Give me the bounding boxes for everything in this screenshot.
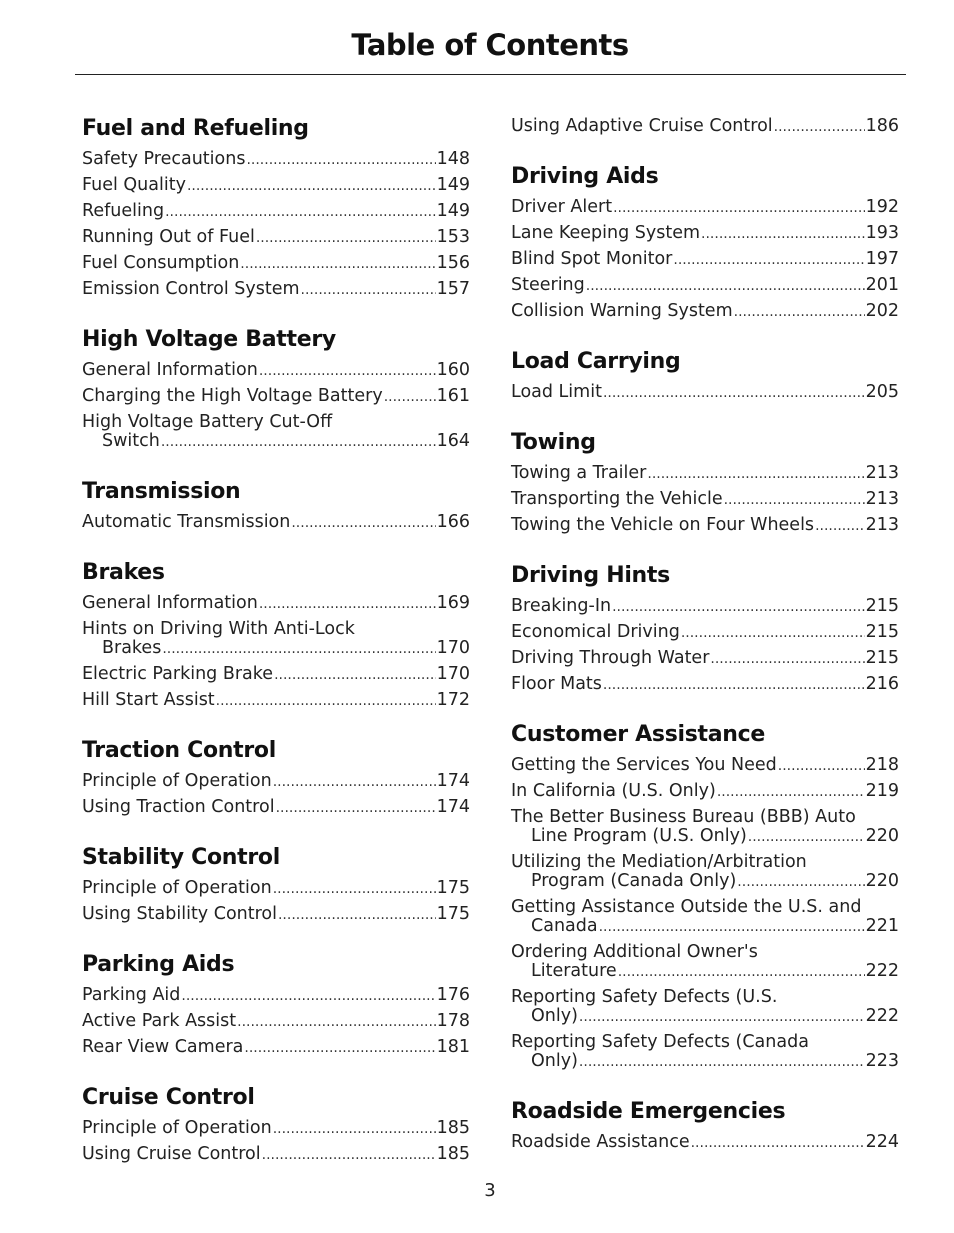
section-heading: Driving Aids (511, 164, 659, 189)
entry-title: The Better Business Bureau (BBB) Auto (511, 807, 856, 827)
dot-leader (734, 302, 865, 322)
toc-section (511, 426, 899, 538)
dot-leader (301, 280, 436, 300)
toc-entry[interactable] (511, 246, 899, 272)
entry-page-number: 175 (436, 904, 470, 924)
dot-leader (647, 464, 864, 484)
entry-page-number: 172 (436, 690, 470, 710)
entry-page-number: 181 (436, 1037, 470, 1057)
dot-leader (276, 798, 436, 818)
entry-title-continued (511, 1052, 899, 1074)
dot-leader (216, 691, 436, 711)
dot-leader (701, 224, 865, 244)
dot-leader (673, 250, 864, 270)
entry-title: Transporting the Vehicle (511, 489, 723, 509)
entry-title-line2: Program (Canada Only) (531, 871, 737, 891)
entry-page-number: 166 (436, 512, 470, 532)
entry-title: Safety Precautions (82, 149, 246, 169)
entry-title: Running Out of Fuel (82, 227, 255, 247)
toc-entry[interactable] (82, 409, 470, 454)
entry-page-number: 170 (436, 638, 470, 658)
toc-entry[interactable] (82, 250, 470, 276)
entry-title: General Information (82, 593, 258, 613)
entry-title-continued (511, 917, 899, 939)
entry-page-number: 153 (436, 227, 470, 247)
entry-page-number: 202 (865, 301, 899, 321)
entry-page-number: 192 (865, 197, 899, 217)
toc-section (82, 948, 470, 1060)
page-title: Table of Contents (351, 28, 629, 62)
entry-page-number: 169 (436, 593, 470, 613)
toc-entry[interactable] (82, 146, 470, 172)
entry-title: Towing a Trailer (511, 463, 647, 483)
dot-leader (603, 675, 865, 695)
section-gap (82, 927, 470, 948)
entry-title: Principle of Operation (82, 771, 272, 791)
toc-section (511, 160, 899, 324)
entry-title-continued (82, 639, 470, 661)
dot-leader (187, 176, 436, 196)
toc-entry[interactable] (511, 671, 899, 697)
toc-section (82, 841, 470, 927)
dot-leader (244, 1038, 435, 1058)
entry-page-number: 157 (436, 279, 470, 299)
toc-entry[interactable] (82, 357, 470, 383)
dot-leader (815, 516, 865, 536)
entry-title: Refueling (82, 201, 165, 221)
section-heading: Roadside Emergencies (511, 1099, 786, 1124)
section-heading: Parking Aids (82, 952, 235, 977)
dot-leader (246, 150, 435, 170)
entry-page-number: 219 (865, 781, 899, 801)
entry-page-number: 174 (436, 797, 470, 817)
entry-page-number: 149 (436, 201, 470, 221)
dot-leader (603, 383, 865, 403)
dot-leader (384, 387, 436, 407)
dot-leader (256, 228, 436, 248)
dot-leader (259, 594, 436, 614)
entry-page-number: 185 (436, 1144, 470, 1164)
entry-title: Electric Parking Brake (82, 664, 274, 684)
entry-page-number: 193 (865, 223, 899, 243)
entry-page-number: 224 (865, 1132, 899, 1152)
entry-page-number: 148 (436, 149, 470, 169)
entry-title: Floor Mats (511, 674, 602, 694)
entry-title: Hill Start Assist (82, 690, 215, 710)
section-heading: Cruise Control (82, 1085, 255, 1110)
entry-title: Utilizing the Mediation/Arbitration (511, 852, 807, 872)
entry-title: Ordering Additional Owner's (511, 942, 758, 962)
dot-leader (710, 649, 864, 669)
dot-leader (262, 1145, 436, 1165)
toc-entry[interactable] (82, 509, 470, 535)
entry-page-number: 160 (436, 360, 470, 380)
toc-entry[interactable] (511, 460, 899, 486)
entry-title: Using Traction Control (82, 797, 275, 817)
dot-leader (717, 782, 865, 802)
entry-page-number: 175 (436, 878, 470, 898)
entry-title: Fuel Consumption (82, 253, 240, 273)
entry-page-number: 218 (865, 755, 899, 775)
entry-page-number: 201 (865, 275, 899, 295)
toc-entry[interactable] (82, 1141, 470, 1167)
entry-page-number: 149 (436, 175, 470, 195)
dot-leader (259, 361, 436, 381)
entry-title: Blind Spot Monitor (511, 249, 673, 269)
entry-page-number: 215 (865, 596, 899, 616)
entry-title-line2: Brakes (102, 638, 162, 658)
entry-title: Hints on Driving With Anti-Lock (82, 619, 355, 639)
section-gap (82, 1060, 470, 1081)
section-gap (511, 139, 899, 160)
entry-page-number: 161 (436, 386, 470, 406)
toc-section (82, 556, 470, 713)
dot-leader (161, 433, 436, 451)
entry-title: Principle of Operation (82, 1118, 272, 1138)
entry-title: High Voltage Battery Cut-Off (82, 412, 333, 432)
entry-page-number: 221 (865, 916, 899, 936)
toc-entry[interactable] (511, 849, 899, 894)
entry-page-number: 156 (436, 253, 470, 273)
dot-leader (278, 905, 436, 925)
entry-title: Fuel Quality (82, 175, 186, 195)
dot-leader (273, 879, 436, 899)
entry-title-line2: Line Program (U.S. Only) (531, 826, 747, 846)
toc-entry[interactable] (82, 794, 470, 820)
section-heading: Customer Assistance (511, 722, 766, 747)
entry-title: Lane Keeping System (511, 223, 701, 243)
entry-title: Active Park Assist (82, 1011, 237, 1031)
toc-entry[interactable] (511, 804, 899, 849)
toc-entry[interactable] (511, 272, 899, 298)
entry-title: Reporting Safety Defects (U.S. (511, 987, 778, 1007)
entry-page-number: 222 (865, 961, 899, 981)
entry-page-number: 185 (436, 1118, 470, 1138)
entry-title: Getting the Services You Need (511, 755, 777, 775)
entry-title: Automatic Transmission (82, 512, 291, 532)
section-gap (511, 538, 899, 559)
entry-title-line2: Canada (531, 916, 598, 936)
entry-title: Roadside Assistance (511, 1132, 690, 1152)
toc-entry[interactable] (82, 383, 470, 409)
toc-entry[interactable] (511, 778, 899, 804)
toc-section (511, 1095, 899, 1155)
toc-left-column (82, 112, 470, 1167)
toc-entry[interactable] (82, 1034, 470, 1060)
toc-entry[interactable] (82, 224, 470, 250)
dot-leader (579, 1053, 865, 1071)
entry-page-number: 215 (865, 648, 899, 668)
entry-title-continued (511, 962, 899, 984)
section-gap (511, 324, 899, 345)
entry-title: Using Stability Control (82, 904, 277, 924)
dot-leader (774, 117, 865, 137)
toc-entry[interactable] (82, 687, 470, 713)
toc-entry[interactable] (82, 1115, 470, 1141)
toc-section (82, 1081, 470, 1167)
dot-leader (681, 623, 865, 643)
dot-leader (165, 202, 436, 222)
section-gap (82, 302, 470, 323)
entry-title: Rear View Camera (82, 1037, 244, 1057)
entry-page-number: 174 (436, 771, 470, 791)
section-heading: Transmission (82, 479, 241, 504)
dot-leader (273, 772, 436, 792)
toc-entry[interactable] (511, 113, 899, 139)
dot-leader (291, 513, 435, 533)
toc-section (511, 345, 899, 405)
toc-entry[interactable] (82, 1008, 470, 1034)
toc-entry[interactable] (82, 661, 470, 687)
dot-leader (724, 490, 865, 510)
dot-leader (273, 1119, 436, 1139)
entry-title: Parking Aid (82, 985, 181, 1005)
section-gap (511, 697, 899, 718)
entry-title: Economical Driving (511, 622, 680, 642)
toc-section (82, 475, 470, 535)
section-heading: Driving Hints (511, 563, 670, 588)
entry-title: In California (U.S. Only) (511, 781, 716, 801)
toc-entry[interactable] (82, 875, 470, 901)
toc-entry[interactable] (82, 590, 470, 616)
entry-title-line2: Switch (102, 431, 160, 451)
toc-section (82, 734, 470, 820)
entry-title-line2: Literature (531, 961, 617, 981)
toc-entry[interactable] (511, 194, 899, 220)
section-heading: Stability Control (82, 845, 280, 870)
entry-title-continued (511, 827, 899, 849)
toc-entry[interactable] (511, 752, 899, 778)
toc-entry[interactable] (511, 593, 899, 619)
toc-right-column (511, 113, 899, 1155)
toc-section (82, 112, 470, 302)
toc-entry[interactable] (82, 768, 470, 794)
entry-title: Charging the High Voltage Battery (82, 386, 383, 406)
entry-title-line2: Only) (531, 1006, 578, 1026)
page-number: 3 (484, 1180, 496, 1201)
toc-entry[interactable] (82, 616, 470, 661)
entry-page-number: 176 (436, 985, 470, 1005)
toc-entry[interactable] (511, 298, 899, 324)
toc-entry[interactable] (511, 619, 899, 645)
section-heading: Fuel and Refueling (82, 116, 309, 141)
toc-entry[interactable] (511, 1029, 899, 1074)
section-gap (82, 535, 470, 556)
entry-title-continued (511, 872, 899, 894)
section-heading: Load Carrying (511, 349, 681, 374)
entry-title-continued (511, 1007, 899, 1029)
entry-title: Breaking-In (511, 596, 612, 616)
toc-entry[interactable] (511, 220, 899, 246)
toc-entry[interactable] (511, 486, 899, 512)
dot-leader (579, 1008, 865, 1026)
entry-page-number: 205 (865, 382, 899, 402)
entry-title: Using Cruise Control (82, 1144, 261, 1164)
dot-leader (748, 828, 865, 846)
entry-title: Driver Alert (511, 197, 613, 217)
entry-page-number: 215 (865, 622, 899, 642)
toc-entry[interactable] (511, 939, 899, 984)
entry-title: Towing the Vehicle on Four Wheels (511, 515, 815, 535)
entry-title: Using Adaptive Cruise Control (511, 116, 773, 136)
entry-page-number: 170 (436, 664, 470, 684)
entry-page-number: 164 (436, 431, 470, 451)
toc-section (511, 113, 899, 139)
entry-page-number: 222 (865, 1006, 899, 1026)
dot-leader (691, 1133, 865, 1153)
entry-page-number: 220 (865, 871, 899, 891)
entry-title: Reporting Safety Defects (Canada (511, 1032, 809, 1052)
entry-title: Load Limit (511, 382, 602, 402)
entry-page-number: 220 (865, 826, 899, 846)
toc-section (511, 718, 899, 1074)
toc-entry[interactable] (511, 645, 899, 671)
entry-page-number: 216 (865, 674, 899, 694)
section-heading: Towing (511, 430, 596, 455)
section-gap (82, 713, 470, 734)
toc-entry[interactable] (511, 512, 899, 538)
dot-leader (612, 597, 865, 617)
toc-entry[interactable] (82, 198, 470, 224)
dot-leader (237, 1012, 435, 1032)
section-heading: Brakes (82, 560, 165, 585)
dot-leader (274, 665, 436, 685)
section-gap (82, 820, 470, 841)
entry-title: Principle of Operation (82, 878, 272, 898)
entry-title-line2: Only) (531, 1051, 578, 1071)
entry-page-number: 213 (865, 515, 899, 535)
toc-section (82, 323, 470, 454)
toc-entry[interactable] (511, 1129, 899, 1155)
dot-leader (181, 986, 435, 1006)
toc-entry[interactable] (511, 984, 899, 1029)
toc-entry[interactable] (82, 276, 470, 302)
entry-title: Driving Through Water (511, 648, 710, 668)
section-heading: High Voltage Battery (82, 327, 336, 352)
dot-leader (618, 963, 865, 981)
entry-page-number: 223 (865, 1051, 899, 1071)
entry-title-continued (82, 432, 470, 454)
entry-title: Emission Control System (82, 279, 300, 299)
entry-page-number: 178 (436, 1011, 470, 1031)
entry-title: General Information (82, 360, 258, 380)
section-gap (511, 1074, 899, 1095)
entry-page-number: 197 (865, 249, 899, 269)
toc-entry[interactable] (82, 172, 470, 198)
dot-leader (162, 640, 435, 658)
entry-title: Collision Warning System (511, 301, 733, 321)
toc-entry[interactable] (511, 379, 899, 405)
entry-title: Steering (511, 275, 585, 295)
toc-section (511, 559, 899, 697)
dot-leader (778, 756, 865, 776)
dot-leader (599, 918, 865, 936)
title-divider (75, 74, 906, 75)
toc-entry[interactable] (82, 982, 470, 1008)
dot-leader (240, 254, 435, 274)
section-heading: Traction Control (82, 738, 276, 763)
dot-leader (737, 873, 864, 891)
entry-page-number: 213 (865, 489, 899, 509)
section-gap (82, 454, 470, 475)
entry-page-number: 186 (865, 116, 899, 136)
dot-leader (613, 198, 865, 218)
section-gap (511, 405, 899, 426)
entry-title: Getting Assistance Outside the U.S. and (511, 897, 862, 917)
dot-leader (586, 276, 865, 296)
toc-entry[interactable] (511, 894, 899, 939)
entry-page-number: 213 (865, 463, 899, 483)
toc-entry[interactable] (82, 901, 470, 927)
